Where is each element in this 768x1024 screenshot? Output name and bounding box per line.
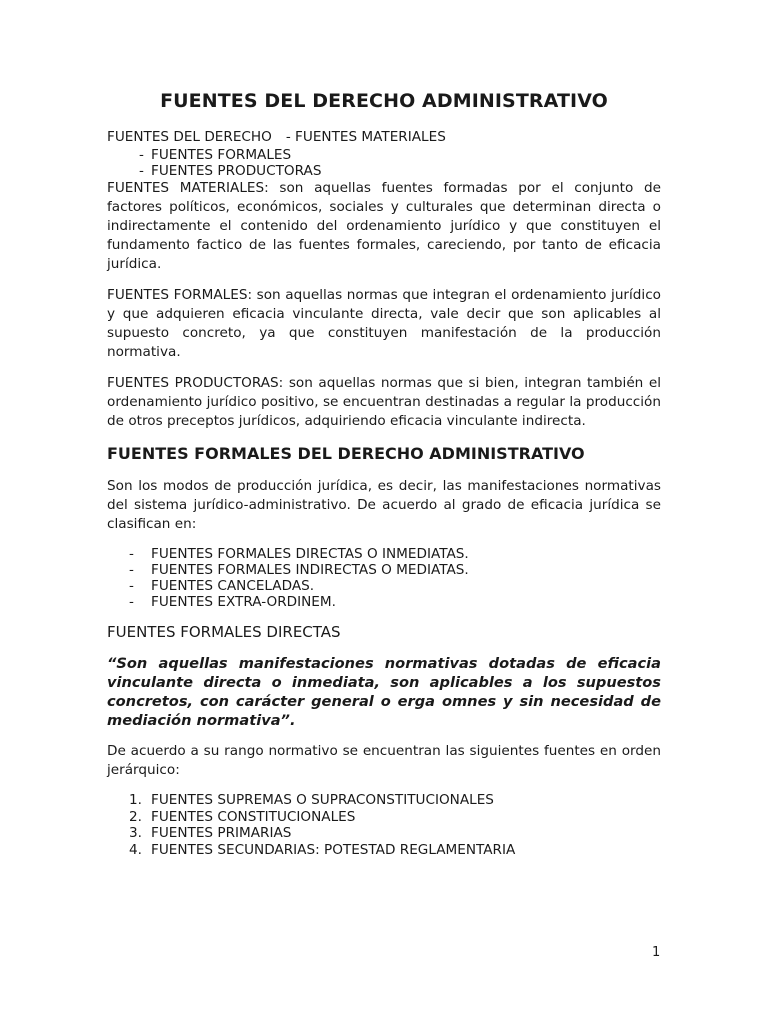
section-heading-formales: FUENTES FORMALES DEL DERECHO ADMINISTRATIVO (107, 444, 585, 463)
paragraph-materiales: FUENTES MATERIALES: son aquellas fuentes formadas por el conjunto de factores políticos, económicos, sociales y culturales que determinan directa o indirectamente el contenido del ordenamiento jurídico y que constituyen el fundamento factico de las fuentes formales, careciendo, por tanto de eficacia jurídica. (107, 180, 661, 272)
paragraph-rango: De acuerdo a su rango normativo se encuentran las siguientes fuentes en orden jerárquico: (107, 743, 661, 778)
intro-left: FUENTES DEL DERECHO (107, 129, 272, 145)
document-page (107, 90, 661, 858)
intro-right: - FUENTES MATERIALES (285, 129, 446, 145)
list-item: - FUENTES CANCELADAS. (129, 578, 315, 594)
document-title: FUENTES DEL DERECHO ADMINISTRATIVO (160, 90, 608, 112)
list-item: 3. FUENTES PRIMARIAS (129, 825, 292, 841)
intro-line (107, 128, 661, 147)
list-item: 1. FUENTES SUPREMAS O SUPRACONSTITUCIONALES (129, 792, 494, 808)
list-item: - FUENTES PRODUCTORAS (139, 163, 322, 179)
list-item: - FUENTES FORMALES DIRECTAS O INMEDIATAS. (129, 546, 469, 562)
paragraph-formales: FUENTES FORMALES: son aquellas normas que integran el ordenamiento jurídico y que adquieren eficacia vinculante directa, vale decir que son aplicables al supuesto concreto, ya que constituyen manifestación de la producción normativa. (107, 287, 661, 360)
definition-quote: “Son aquellas manifestaciones normativas dotadas de eficacia vinculante directa o inmediata, son aplicables a los supuestos concretos, con carácter general o erga omnes y sin necesidad de mediación normativa”. (107, 655, 661, 729)
paragraph-modos: Son los modos de producción jurídica, es decir, las manifestaciones normativas del sistema jurídico-administrativo. De acuerdo al grado de eficacia jurídica se clasifican en: (107, 478, 661, 532)
section-heading-directas: FUENTES FORMALES DIRECTAS (107, 623, 341, 641)
list-item: 4. FUENTES SECUNDARIAS: POTESTAD REGLAMENTARIA (129, 841, 516, 858)
list-item: - FUENTES FORMALES (139, 147, 292, 163)
page-number: 1 (652, 945, 661, 960)
list-item: - FUENTES FORMALES INDIRECTAS O MEDIATAS. (129, 562, 469, 578)
list-item: - FUENTES EXTRA-ORDINEM. (129, 594, 336, 610)
intro-sub-list (107, 147, 661, 179)
directas-numbered-list (107, 792, 661, 858)
formales-list (107, 546, 661, 610)
paragraph-productoras: FUENTES PRODUCTORAS: son aquellas normas que si bien, integran también el ordenamiento jurídico positivo, se encuentran destinadas a regular la producción de otros preceptos jurídicos, adquiriendo eficacia vinculante indirecta. (107, 375, 661, 429)
list-item: 2. FUENTES CONSTITUCIONALES (129, 808, 356, 825)
